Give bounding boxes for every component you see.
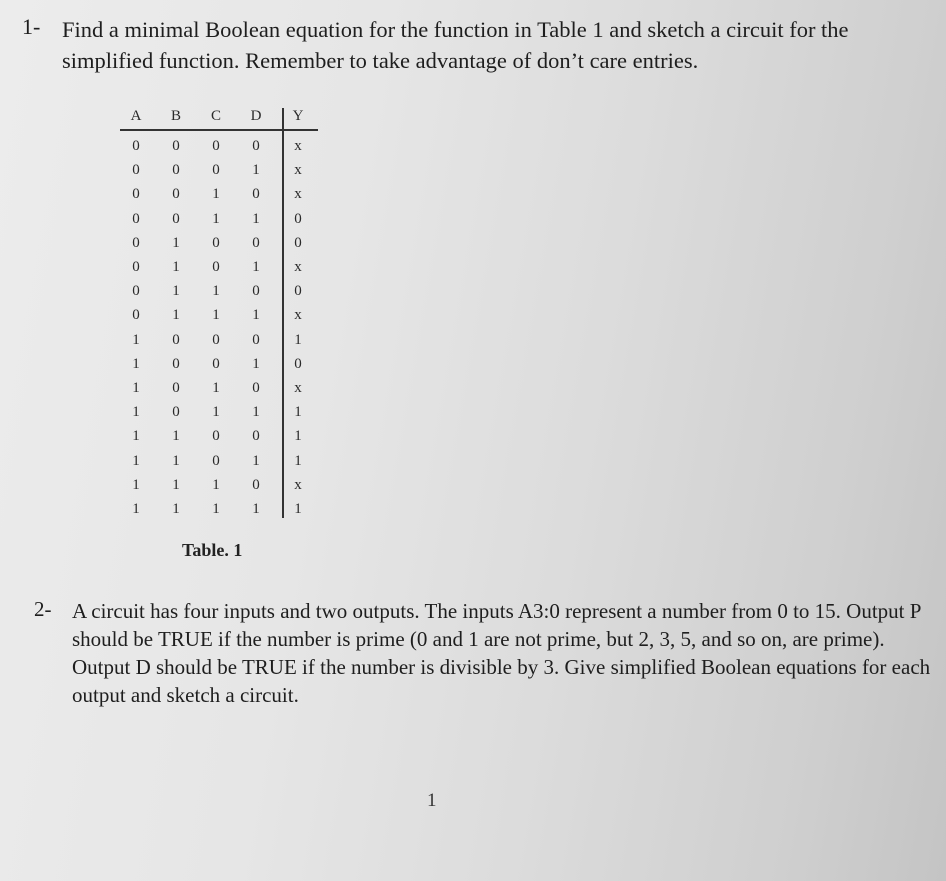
table-cell: 0 xyxy=(172,331,180,348)
table-cell: 0 xyxy=(252,186,260,203)
table-cell: x xyxy=(294,476,302,493)
question-2-text: A circuit has four inputs and two outputs. The inputs A3:0 represent a number from 0 to 15. Output P should be TRUE if the number is prime (0 and 1 are not prime, but 2, 3, 5, and so on, are prime). Output D should be TRUE if the number is divisible by 3. Give simplified Boolean equations for each output and sketch a circuit. xyxy=(72,599,931,707)
table-cell: 1 xyxy=(294,404,302,421)
table-cell: 1 xyxy=(252,501,260,517)
table-header-rule xyxy=(120,129,318,131)
table-cell: 1 xyxy=(132,501,140,517)
table-cell: 0 xyxy=(252,476,260,493)
table-cell: 1 xyxy=(252,404,260,421)
table-cell: x xyxy=(294,380,302,396)
table-cell: 1 xyxy=(212,210,220,227)
table-cell: x xyxy=(294,259,302,275)
table-cell: 0 xyxy=(172,186,180,203)
table-cell: 1 xyxy=(252,452,260,469)
table-cell: 0 xyxy=(212,162,220,179)
table-cell: 0 xyxy=(212,234,220,251)
table-cell: 1 xyxy=(172,307,180,324)
table-cell: x xyxy=(294,186,302,203)
table-cell: 0 xyxy=(212,138,220,154)
truth-table xyxy=(120,108,320,518)
table-caption: Table. 1 xyxy=(182,540,243,560)
table-cell: 0 xyxy=(172,162,180,179)
table-cell: 0 xyxy=(252,234,260,251)
table-cell: x xyxy=(294,162,302,179)
table-cell: 0 xyxy=(252,380,260,396)
table-header-a: A xyxy=(130,108,142,124)
table-cell: 0 xyxy=(252,428,260,445)
table-cell: 1 xyxy=(172,476,180,493)
table-cell: 1 xyxy=(252,162,260,179)
table-cell: 1 xyxy=(212,380,220,396)
table-cell: 0 xyxy=(132,162,140,179)
table-cell: x xyxy=(294,138,302,154)
table-cell: 1 xyxy=(172,283,180,300)
table-cell: 1 xyxy=(132,380,140,396)
table-header-d: D xyxy=(250,108,262,124)
table-cell: 1 xyxy=(172,234,180,251)
table-cell: 1 xyxy=(252,307,260,324)
table-cell: 1 xyxy=(294,452,302,469)
table-cell: 0 xyxy=(212,355,220,372)
table-cell: 0 xyxy=(132,210,140,227)
table-cell: 0 xyxy=(212,428,220,445)
table-cell: 0 xyxy=(132,259,140,275)
table-cell: 1 xyxy=(132,331,140,348)
table-cell: 0 xyxy=(294,283,302,300)
question-1-text: Find a minimal Boolean equation for the function in Table 1 and sketch a circuit for the simplified function. Remember to take advantage of don’t care entries. xyxy=(62,17,849,73)
table-cell: 1 xyxy=(212,186,220,203)
table-cell: 0 xyxy=(172,404,180,421)
table-cell: 0 xyxy=(132,234,140,251)
table-cell: 1 xyxy=(132,355,140,372)
table-cell: 1 xyxy=(132,404,140,421)
table-cell: 0 xyxy=(252,331,260,348)
question-1-number: 1- xyxy=(22,14,41,39)
table-cell: 1 xyxy=(294,501,302,517)
table-cell: 1 xyxy=(294,428,302,445)
page-number: 1 xyxy=(427,790,437,811)
table-cell: 1 xyxy=(212,404,220,421)
table-cell: 1 xyxy=(172,452,180,469)
table-cell: 1 xyxy=(132,428,140,445)
table-cell: 0 xyxy=(172,355,180,372)
table-cell: 0 xyxy=(294,234,302,251)
table-cell: 1 xyxy=(212,476,220,493)
table-cell: 1 xyxy=(132,452,140,469)
table-cell: 1 xyxy=(294,331,302,348)
table-cell: 1 xyxy=(212,283,220,300)
table-cell: 0 xyxy=(172,138,180,154)
table-cell: 0 xyxy=(212,452,220,469)
table-cell: x xyxy=(294,307,302,324)
table-cell: 0 xyxy=(132,138,140,154)
table-cell: 1 xyxy=(172,428,180,445)
table-cell: 0 xyxy=(252,283,260,300)
table-cell: 1 xyxy=(212,501,220,517)
table-header-b: B xyxy=(170,108,181,124)
table-cell: 1 xyxy=(212,307,220,324)
table-cell: 0 xyxy=(212,331,220,348)
table-cell: 0 xyxy=(172,210,180,227)
table-cell: 1 xyxy=(252,355,260,372)
table-cell: 1 xyxy=(252,259,260,275)
table-cell: 0 xyxy=(132,307,140,324)
table-cell: 0 xyxy=(252,138,260,154)
table-cell: 1 xyxy=(172,259,180,275)
table-cell: 1 xyxy=(172,501,180,517)
question-2-number: 2- xyxy=(34,597,52,621)
table-cell: 0 xyxy=(132,283,140,300)
table-header-y: Y xyxy=(292,108,304,124)
table-cell: 1 xyxy=(252,210,260,227)
table-cell: 0 xyxy=(294,355,302,372)
table-cell: 0 xyxy=(172,380,180,396)
table-cell: 1 xyxy=(132,476,140,493)
table-output-divider xyxy=(282,108,284,518)
table-cell: 0 xyxy=(212,259,220,275)
table-cell: 0 xyxy=(294,210,302,227)
table-cell: 0 xyxy=(132,186,140,203)
table-header-c: C xyxy=(210,108,221,124)
